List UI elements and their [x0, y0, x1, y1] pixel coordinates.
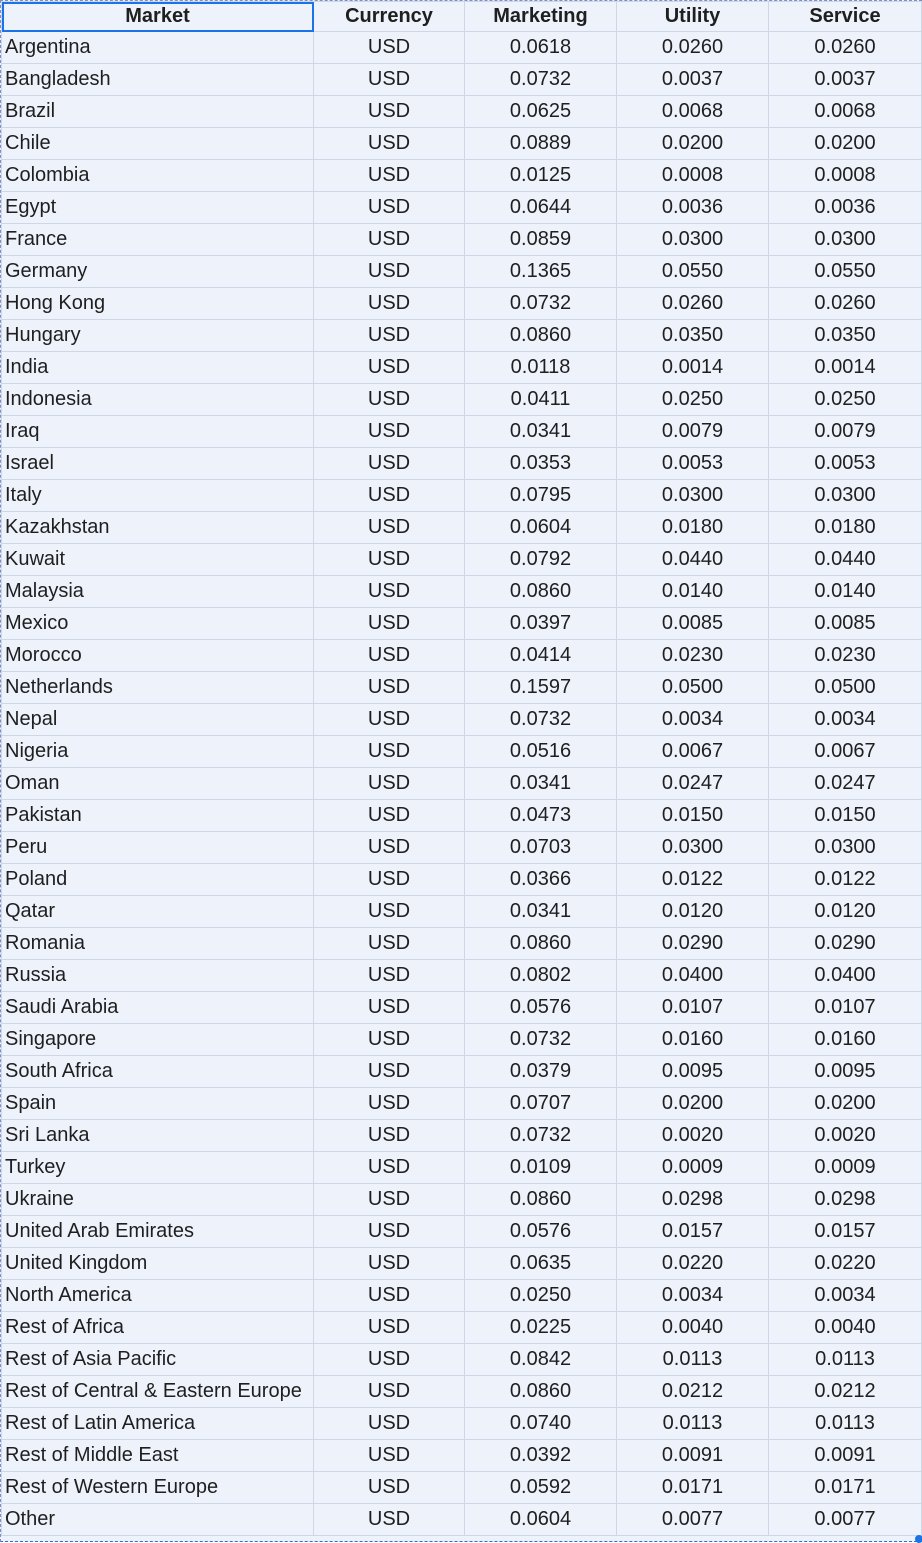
marketing-cell[interactable]: 0.0604 — [465, 512, 617, 544]
table-row — [2, 512, 922, 544]
table-row — [2, 416, 922, 448]
table-row — [2, 224, 922, 256]
market-cell[interactable]: Turkey — [2, 1152, 314, 1184]
utility-cell[interactable]: 0.0180 — [617, 512, 769, 544]
table-row — [2, 1312, 922, 1344]
currency-cell[interactable]: USD — [314, 352, 465, 384]
currency-cell[interactable]: USD — [314, 1120, 465, 1152]
utility-cell[interactable]: 0.0171 — [617, 1472, 769, 1504]
marketing-cell[interactable]: 0.0802 — [465, 960, 617, 992]
service-cell[interactable]: 0.0250 — [769, 384, 922, 416]
table-row — [2, 1280, 922, 1312]
market-cell[interactable]: Indonesia — [2, 384, 314, 416]
market-cell[interactable]: Colombia — [2, 160, 314, 192]
table-row — [2, 96, 922, 128]
table-row — [2, 896, 922, 928]
service-cell[interactable]: 0.0230 — [769, 640, 922, 672]
marketing-cell[interactable]: 0.0366 — [465, 864, 617, 896]
market-cell[interactable]: United Arab Emirates — [2, 1216, 314, 1248]
currency-cell[interactable]: USD — [314, 512, 465, 544]
market-cell[interactable]: Brazil — [2, 96, 314, 128]
currency-cell[interactable]: USD — [314, 800, 465, 832]
table-row — [2, 32, 922, 64]
table-row — [2, 320, 922, 352]
service-cell[interactable]: 0.0200 — [769, 1088, 922, 1120]
table-row — [2, 1216, 922, 1248]
marketing-cell[interactable]: 0.0109 — [465, 1152, 617, 1184]
marketing-cell[interactable]: 0.0732 — [465, 1024, 617, 1056]
currency-cell[interactable]: USD — [314, 256, 465, 288]
service-cell[interactable]: 0.0350 — [769, 320, 922, 352]
marketing-cell[interactable]: 0.0604 — [465, 1504, 617, 1536]
utility-cell[interactable]: 0.0500 — [617, 672, 769, 704]
marketing-cell[interactable]: 0.0397 — [465, 608, 617, 640]
utility-cell[interactable]: 0.0250 — [617, 384, 769, 416]
service-cell[interactable]: 0.0150 — [769, 800, 922, 832]
utility-cell[interactable]: 0.0247 — [617, 768, 769, 800]
service-cell[interactable]: 0.0160 — [769, 1024, 922, 1056]
service-cell[interactable]: 0.0500 — [769, 672, 922, 704]
market-cell[interactable]: Pakistan — [2, 800, 314, 832]
marketing-cell[interactable]: 0.0125 — [465, 160, 617, 192]
service-cell[interactable]: 0.0290 — [769, 928, 922, 960]
market-cell[interactable]: Saudi Arabia — [2, 992, 314, 1024]
service-cell[interactable]: 0.0009 — [769, 1152, 922, 1184]
utility-cell[interactable]: 0.0053 — [617, 448, 769, 480]
market-cell[interactable]: France — [2, 224, 314, 256]
marketing-cell[interactable]: 0.0860 — [465, 320, 617, 352]
market-cell[interactable]: South Africa — [2, 1056, 314, 1088]
service-cell[interactable]: 0.0298 — [769, 1184, 922, 1216]
marketing-cell[interactable]: 0.0860 — [465, 1376, 617, 1408]
utility-cell[interactable]: 0.0008 — [617, 160, 769, 192]
service-cell[interactable]: 0.0034 — [769, 1280, 922, 1312]
currency-cell[interactable]: USD — [314, 1024, 465, 1056]
table-row — [2, 448, 922, 480]
service-cell[interactable]: 0.0300 — [769, 832, 922, 864]
service-cell[interactable]: 0.0200 — [769, 128, 922, 160]
currency-cell[interactable]: USD — [314, 544, 465, 576]
table-row — [2, 1344, 922, 1376]
marketing-cell[interactable]: 0.0732 — [465, 64, 617, 96]
utility-cell[interactable]: 0.0077 — [617, 1504, 769, 1536]
currency-cell[interactable]: USD — [314, 96, 465, 128]
currency-cell[interactable]: USD — [314, 1152, 465, 1184]
utility-cell[interactable]: 0.0350 — [617, 320, 769, 352]
table-row — [2, 1024, 922, 1056]
table-row — [2, 704, 922, 736]
utility-cell[interactable]: 0.0040 — [617, 1312, 769, 1344]
column-header-marketing[interactable]: Marketing — [465, 2, 617, 32]
table-row — [2, 1152, 922, 1184]
currency-cell[interactable]: USD — [314, 1408, 465, 1440]
utility-cell[interactable]: 0.0140 — [617, 576, 769, 608]
utility-cell[interactable]: 0.0212 — [617, 1376, 769, 1408]
table-row — [2, 544, 922, 576]
marketing-cell[interactable]: 0.0379 — [465, 1056, 617, 1088]
utility-cell[interactable]: 0.0079 — [617, 416, 769, 448]
currency-cell[interactable]: USD — [314, 1344, 465, 1376]
marketing-cell[interactable]: 0.0225 — [465, 1312, 617, 1344]
currency-cell[interactable]: USD — [314, 320, 465, 352]
market-cell[interactable]: Netherlands — [2, 672, 314, 704]
service-cell[interactable]: 0.0180 — [769, 512, 922, 544]
marketing-cell[interactable]: 0.0732 — [465, 288, 617, 320]
marketing-cell[interactable]: 0.0860 — [465, 928, 617, 960]
table-row — [2, 928, 922, 960]
market-cell[interactable]: Bangladesh — [2, 64, 314, 96]
currency-cell[interactable]: USD — [314, 1248, 465, 1280]
utility-cell[interactable]: 0.0034 — [617, 1280, 769, 1312]
service-cell[interactable]: 0.0068 — [769, 96, 922, 128]
marketing-cell[interactable]: 0.0341 — [465, 416, 617, 448]
marketing-cell[interactable]: 0.0411 — [465, 384, 617, 416]
utility-cell[interactable]: 0.0550 — [617, 256, 769, 288]
service-cell[interactable]: 0.0260 — [769, 288, 922, 320]
market-cell[interactable]: Malaysia — [2, 576, 314, 608]
utility-cell[interactable]: 0.0036 — [617, 192, 769, 224]
table-row — [2, 1376, 922, 1408]
service-cell[interactable]: 0.0113 — [769, 1344, 922, 1376]
currency-cell[interactable]: USD — [314, 992, 465, 1024]
marketing-cell[interactable]: 0.0392 — [465, 1440, 617, 1472]
market-cell[interactable]: Rest of Middle East — [2, 1440, 314, 1472]
utility-cell[interactable]: 0.0400 — [617, 960, 769, 992]
currency-cell[interactable]: USD — [314, 1472, 465, 1504]
service-cell[interactable]: 0.0247 — [769, 768, 922, 800]
market-cell[interactable]: India — [2, 352, 314, 384]
service-cell[interactable]: 0.0113 — [769, 1408, 922, 1440]
utility-cell[interactable]: 0.0067 — [617, 736, 769, 768]
market-cell[interactable]: Mexico — [2, 608, 314, 640]
market-cell[interactable]: Rest of Asia Pacific — [2, 1344, 314, 1376]
table-row — [2, 64, 922, 96]
service-cell[interactable]: 0.0053 — [769, 448, 922, 480]
service-cell[interactable]: 0.0037 — [769, 64, 922, 96]
table-row — [2, 1088, 922, 1120]
market-cell[interactable]: Hungary — [2, 320, 314, 352]
utility-cell[interactable]: 0.0113 — [617, 1408, 769, 1440]
utility-cell[interactable]: 0.0200 — [617, 128, 769, 160]
service-cell[interactable]: 0.0300 — [769, 480, 922, 512]
table-row — [2, 640, 922, 672]
service-cell[interactable]: 0.0085 — [769, 608, 922, 640]
table-row — [2, 608, 922, 640]
service-cell[interactable]: 0.0171 — [769, 1472, 922, 1504]
currency-cell[interactable]: USD — [314, 832, 465, 864]
market-cell[interactable]: Singapore — [2, 1024, 314, 1056]
service-cell[interactable]: 0.0157 — [769, 1216, 922, 1248]
marketing-cell[interactable]: 0.0473 — [465, 800, 617, 832]
market-cell[interactable]: Argentina — [2, 32, 314, 64]
market-cell[interactable]: Germany — [2, 256, 314, 288]
market-cell[interactable]: Ukraine — [2, 1184, 314, 1216]
utility-cell[interactable]: 0.0200 — [617, 1088, 769, 1120]
column-header-currency[interactable]: Currency — [314, 2, 465, 32]
table-row — [2, 160, 922, 192]
service-cell[interactable]: 0.0095 — [769, 1056, 922, 1088]
table-row — [2, 256, 922, 288]
utility-cell[interactable]: 0.0440 — [617, 544, 769, 576]
table-row — [2, 1248, 922, 1280]
service-cell[interactable]: 0.0212 — [769, 1376, 922, 1408]
marketing-cell[interactable]: 0.0353 — [465, 448, 617, 480]
service-cell[interactable]: 0.0020 — [769, 1120, 922, 1152]
service-cell[interactable]: 0.0091 — [769, 1440, 922, 1472]
marketing-cell[interactable]: 0.0740 — [465, 1408, 617, 1440]
currency-cell[interactable]: USD — [314, 128, 465, 160]
table-row — [2, 800, 922, 832]
utility-cell[interactable]: 0.0290 — [617, 928, 769, 960]
service-cell[interactable]: 0.0067 — [769, 736, 922, 768]
utility-cell[interactable]: 0.0298 — [617, 1184, 769, 1216]
service-cell[interactable]: 0.0122 — [769, 864, 922, 896]
utility-cell[interactable]: 0.0300 — [617, 480, 769, 512]
market-cell[interactable]: Italy — [2, 480, 314, 512]
market-cell[interactable]: Qatar — [2, 896, 314, 928]
market-cell[interactable]: Spain — [2, 1088, 314, 1120]
utility-cell[interactable]: 0.0230 — [617, 640, 769, 672]
market-cell[interactable]: Rest of Western Europe — [2, 1472, 314, 1504]
marketing-cell[interactable]: 0.0414 — [465, 640, 617, 672]
currency-cell[interactable]: USD — [314, 928, 465, 960]
currency-cell[interactable]: USD — [314, 864, 465, 896]
currency-cell[interactable]: USD — [314, 32, 465, 64]
market-cell[interactable]: Sri Lanka — [2, 1120, 314, 1152]
table-row — [2, 352, 922, 384]
currency-cell[interactable]: USD — [314, 224, 465, 256]
table-row — [2, 1120, 922, 1152]
table-row — [2, 960, 922, 992]
service-cell[interactable]: 0.0036 — [769, 192, 922, 224]
table-row — [2, 1056, 922, 1088]
column-header-service[interactable]: Service — [769, 2, 922, 32]
market-cell[interactable]: Russia — [2, 960, 314, 992]
utility-cell[interactable]: 0.0091 — [617, 1440, 769, 1472]
service-cell[interactable]: 0.0120 — [769, 896, 922, 928]
table-row — [2, 864, 922, 896]
utility-cell[interactable]: 0.0260 — [617, 32, 769, 64]
marketing-cell[interactable]: 0.0859 — [465, 224, 617, 256]
utility-cell[interactable]: 0.0122 — [617, 864, 769, 896]
utility-cell[interactable]: 0.0160 — [617, 1024, 769, 1056]
marketing-cell[interactable]: 0.0707 — [465, 1088, 617, 1120]
table-row — [2, 1504, 922, 1536]
market-cell[interactable]: North America — [2, 1280, 314, 1312]
currency-cell[interactable]: USD — [314, 768, 465, 800]
currency-cell[interactable]: USD — [314, 448, 465, 480]
service-cell[interactable]: 0.0300 — [769, 224, 922, 256]
service-cell[interactable]: 0.0107 — [769, 992, 922, 1024]
market-cell[interactable]: Hong Kong — [2, 288, 314, 320]
utility-cell[interactable]: 0.0068 — [617, 96, 769, 128]
marketing-cell[interactable]: 0.0860 — [465, 1184, 617, 1216]
currency-cell[interactable]: USD — [314, 608, 465, 640]
marketing-cell[interactable]: 0.0732 — [465, 1120, 617, 1152]
table-row — [2, 736, 922, 768]
table-row — [2, 288, 922, 320]
marketing-cell[interactable]: 0.0732 — [465, 704, 617, 736]
table-row — [2, 128, 922, 160]
table-row — [2, 480, 922, 512]
utility-cell[interactable]: 0.0009 — [617, 1152, 769, 1184]
pricing-table — [1, 1, 922, 1536]
currency-cell[interactable]: USD — [314, 192, 465, 224]
currency-cell[interactable]: USD — [314, 1088, 465, 1120]
market-cell[interactable]: Romania — [2, 928, 314, 960]
service-cell[interactable]: 0.0400 — [769, 960, 922, 992]
currency-cell[interactable]: USD — [314, 416, 465, 448]
market-cell[interactable]: Chile — [2, 128, 314, 160]
service-cell[interactable]: 0.0014 — [769, 352, 922, 384]
table-row — [2, 576, 922, 608]
market-cell[interactable]: Morocco — [2, 640, 314, 672]
market-cell[interactable]: Egypt — [2, 192, 314, 224]
currency-cell[interactable]: USD — [314, 672, 465, 704]
utility-cell[interactable]: 0.0157 — [617, 1216, 769, 1248]
utility-cell[interactable]: 0.0020 — [617, 1120, 769, 1152]
utility-cell[interactable]: 0.0113 — [617, 1344, 769, 1376]
marketing-cell[interactable]: 0.0592 — [465, 1472, 617, 1504]
marketing-cell[interactable]: 0.0635 — [465, 1248, 617, 1280]
marketing-cell[interactable]: 0.0576 — [465, 992, 617, 1024]
market-cell[interactable]: Kazakhstan — [2, 512, 314, 544]
market-cell[interactable]: Rest of Africa — [2, 1312, 314, 1344]
service-cell[interactable]: 0.0550 — [769, 256, 922, 288]
market-cell[interactable]: Poland — [2, 864, 314, 896]
currency-cell[interactable]: USD — [314, 1376, 465, 1408]
marketing-cell[interactable]: 0.0516 — [465, 736, 617, 768]
header-row — [2, 2, 922, 32]
market-cell[interactable]: Nepal — [2, 704, 314, 736]
utility-cell[interactable]: 0.0037 — [617, 64, 769, 96]
table-row — [2, 1440, 922, 1472]
table-row — [2, 768, 922, 800]
service-cell[interactable]: 0.0260 — [769, 32, 922, 64]
currency-cell[interactable]: USD — [314, 480, 465, 512]
marketing-cell[interactable]: 0.0889 — [465, 128, 617, 160]
market-cell[interactable]: Kuwait — [2, 544, 314, 576]
column-header-market[interactable]: Market — [2, 2, 314, 32]
currency-cell[interactable]: USD — [314, 1056, 465, 1088]
table-row — [2, 384, 922, 416]
marketing-cell[interactable]: 0.0860 — [465, 576, 617, 608]
column-header-utility[interactable]: Utility — [617, 2, 769, 32]
currency-cell[interactable]: USD — [314, 160, 465, 192]
table-row — [2, 1408, 922, 1440]
service-cell[interactable]: 0.0220 — [769, 1248, 922, 1280]
marketing-cell[interactable]: 0.0250 — [465, 1280, 617, 1312]
currency-cell[interactable]: USD — [314, 960, 465, 992]
marketing-cell[interactable]: 0.0118 — [465, 352, 617, 384]
market-cell[interactable]: Rest of Central & Eastern Europe — [2, 1376, 314, 1408]
currency-cell[interactable]: USD — [314, 1216, 465, 1248]
utility-cell[interactable]: 0.0300 — [617, 832, 769, 864]
marketing-cell[interactable]: 0.0842 — [465, 1344, 617, 1376]
table-row — [2, 1472, 922, 1504]
currency-cell[interactable]: USD — [314, 288, 465, 320]
service-cell[interactable]: 0.0040 — [769, 1312, 922, 1344]
marketing-cell[interactable]: 0.0341 — [465, 768, 617, 800]
utility-cell[interactable]: 0.0300 — [617, 224, 769, 256]
table-row — [2, 832, 922, 864]
service-cell[interactable]: 0.0077 — [769, 1504, 922, 1536]
service-cell[interactable]: 0.0008 — [769, 160, 922, 192]
marketing-cell[interactable]: 0.1597 — [465, 672, 617, 704]
marketing-cell[interactable]: 0.0644 — [465, 192, 617, 224]
utility-cell[interactable]: 0.0034 — [617, 704, 769, 736]
market-cell[interactable]: Oman — [2, 768, 314, 800]
utility-cell[interactable]: 0.0107 — [617, 992, 769, 1024]
marketing-cell[interactable]: 0.0341 — [465, 896, 617, 928]
utility-cell[interactable]: 0.0085 — [617, 608, 769, 640]
currency-cell[interactable]: USD — [314, 1504, 465, 1536]
currency-cell[interactable]: USD — [314, 64, 465, 96]
currency-cell[interactable]: USD — [314, 640, 465, 672]
service-cell[interactable]: 0.0140 — [769, 576, 922, 608]
table-row — [2, 672, 922, 704]
service-cell[interactable]: 0.0440 — [769, 544, 922, 576]
currency-cell[interactable]: USD — [314, 1184, 465, 1216]
market-cell[interactable]: Iraq — [2, 416, 314, 448]
market-cell[interactable]: Other — [2, 1504, 314, 1536]
table-row — [2, 992, 922, 1024]
market-cell[interactable]: Israel — [2, 448, 314, 480]
marketing-cell[interactable]: 0.0576 — [465, 1216, 617, 1248]
marketing-cell[interactable]: 0.1365 — [465, 256, 617, 288]
currency-cell[interactable]: USD — [314, 1312, 465, 1344]
currency-cell[interactable]: USD — [314, 576, 465, 608]
service-cell[interactable]: 0.0034 — [769, 704, 922, 736]
utility-cell[interactable]: 0.0260 — [617, 288, 769, 320]
market-cell[interactable]: United Kingdom — [2, 1248, 314, 1280]
utility-cell[interactable]: 0.0120 — [617, 896, 769, 928]
market-cell[interactable]: Rest of Latin America — [2, 1408, 314, 1440]
utility-cell[interactable]: 0.0150 — [617, 800, 769, 832]
currency-cell[interactable]: USD — [314, 1280, 465, 1312]
table-row — [2, 192, 922, 224]
currency-cell[interactable]: USD — [314, 1440, 465, 1472]
marketing-cell[interactable]: 0.0618 — [465, 32, 617, 64]
market-cell[interactable]: Peru — [2, 832, 314, 864]
service-cell[interactable]: 0.0079 — [769, 416, 922, 448]
utility-cell[interactable]: 0.0095 — [617, 1056, 769, 1088]
currency-cell[interactable]: USD — [314, 704, 465, 736]
table-row — [2, 1184, 922, 1216]
utility-cell[interactable]: 0.0220 — [617, 1248, 769, 1280]
marketing-cell[interactable]: 0.0795 — [465, 480, 617, 512]
currency-cell[interactable]: USD — [314, 736, 465, 768]
marketing-cell[interactable]: 0.0703 — [465, 832, 617, 864]
marketing-cell[interactable]: 0.0792 — [465, 544, 617, 576]
currency-cell[interactable]: USD — [314, 896, 465, 928]
currency-cell[interactable]: USD — [314, 384, 465, 416]
marketing-cell[interactable]: 0.0625 — [465, 96, 617, 128]
market-cell[interactable]: Nigeria — [2, 736, 314, 768]
utility-cell[interactable]: 0.0014 — [617, 352, 769, 384]
